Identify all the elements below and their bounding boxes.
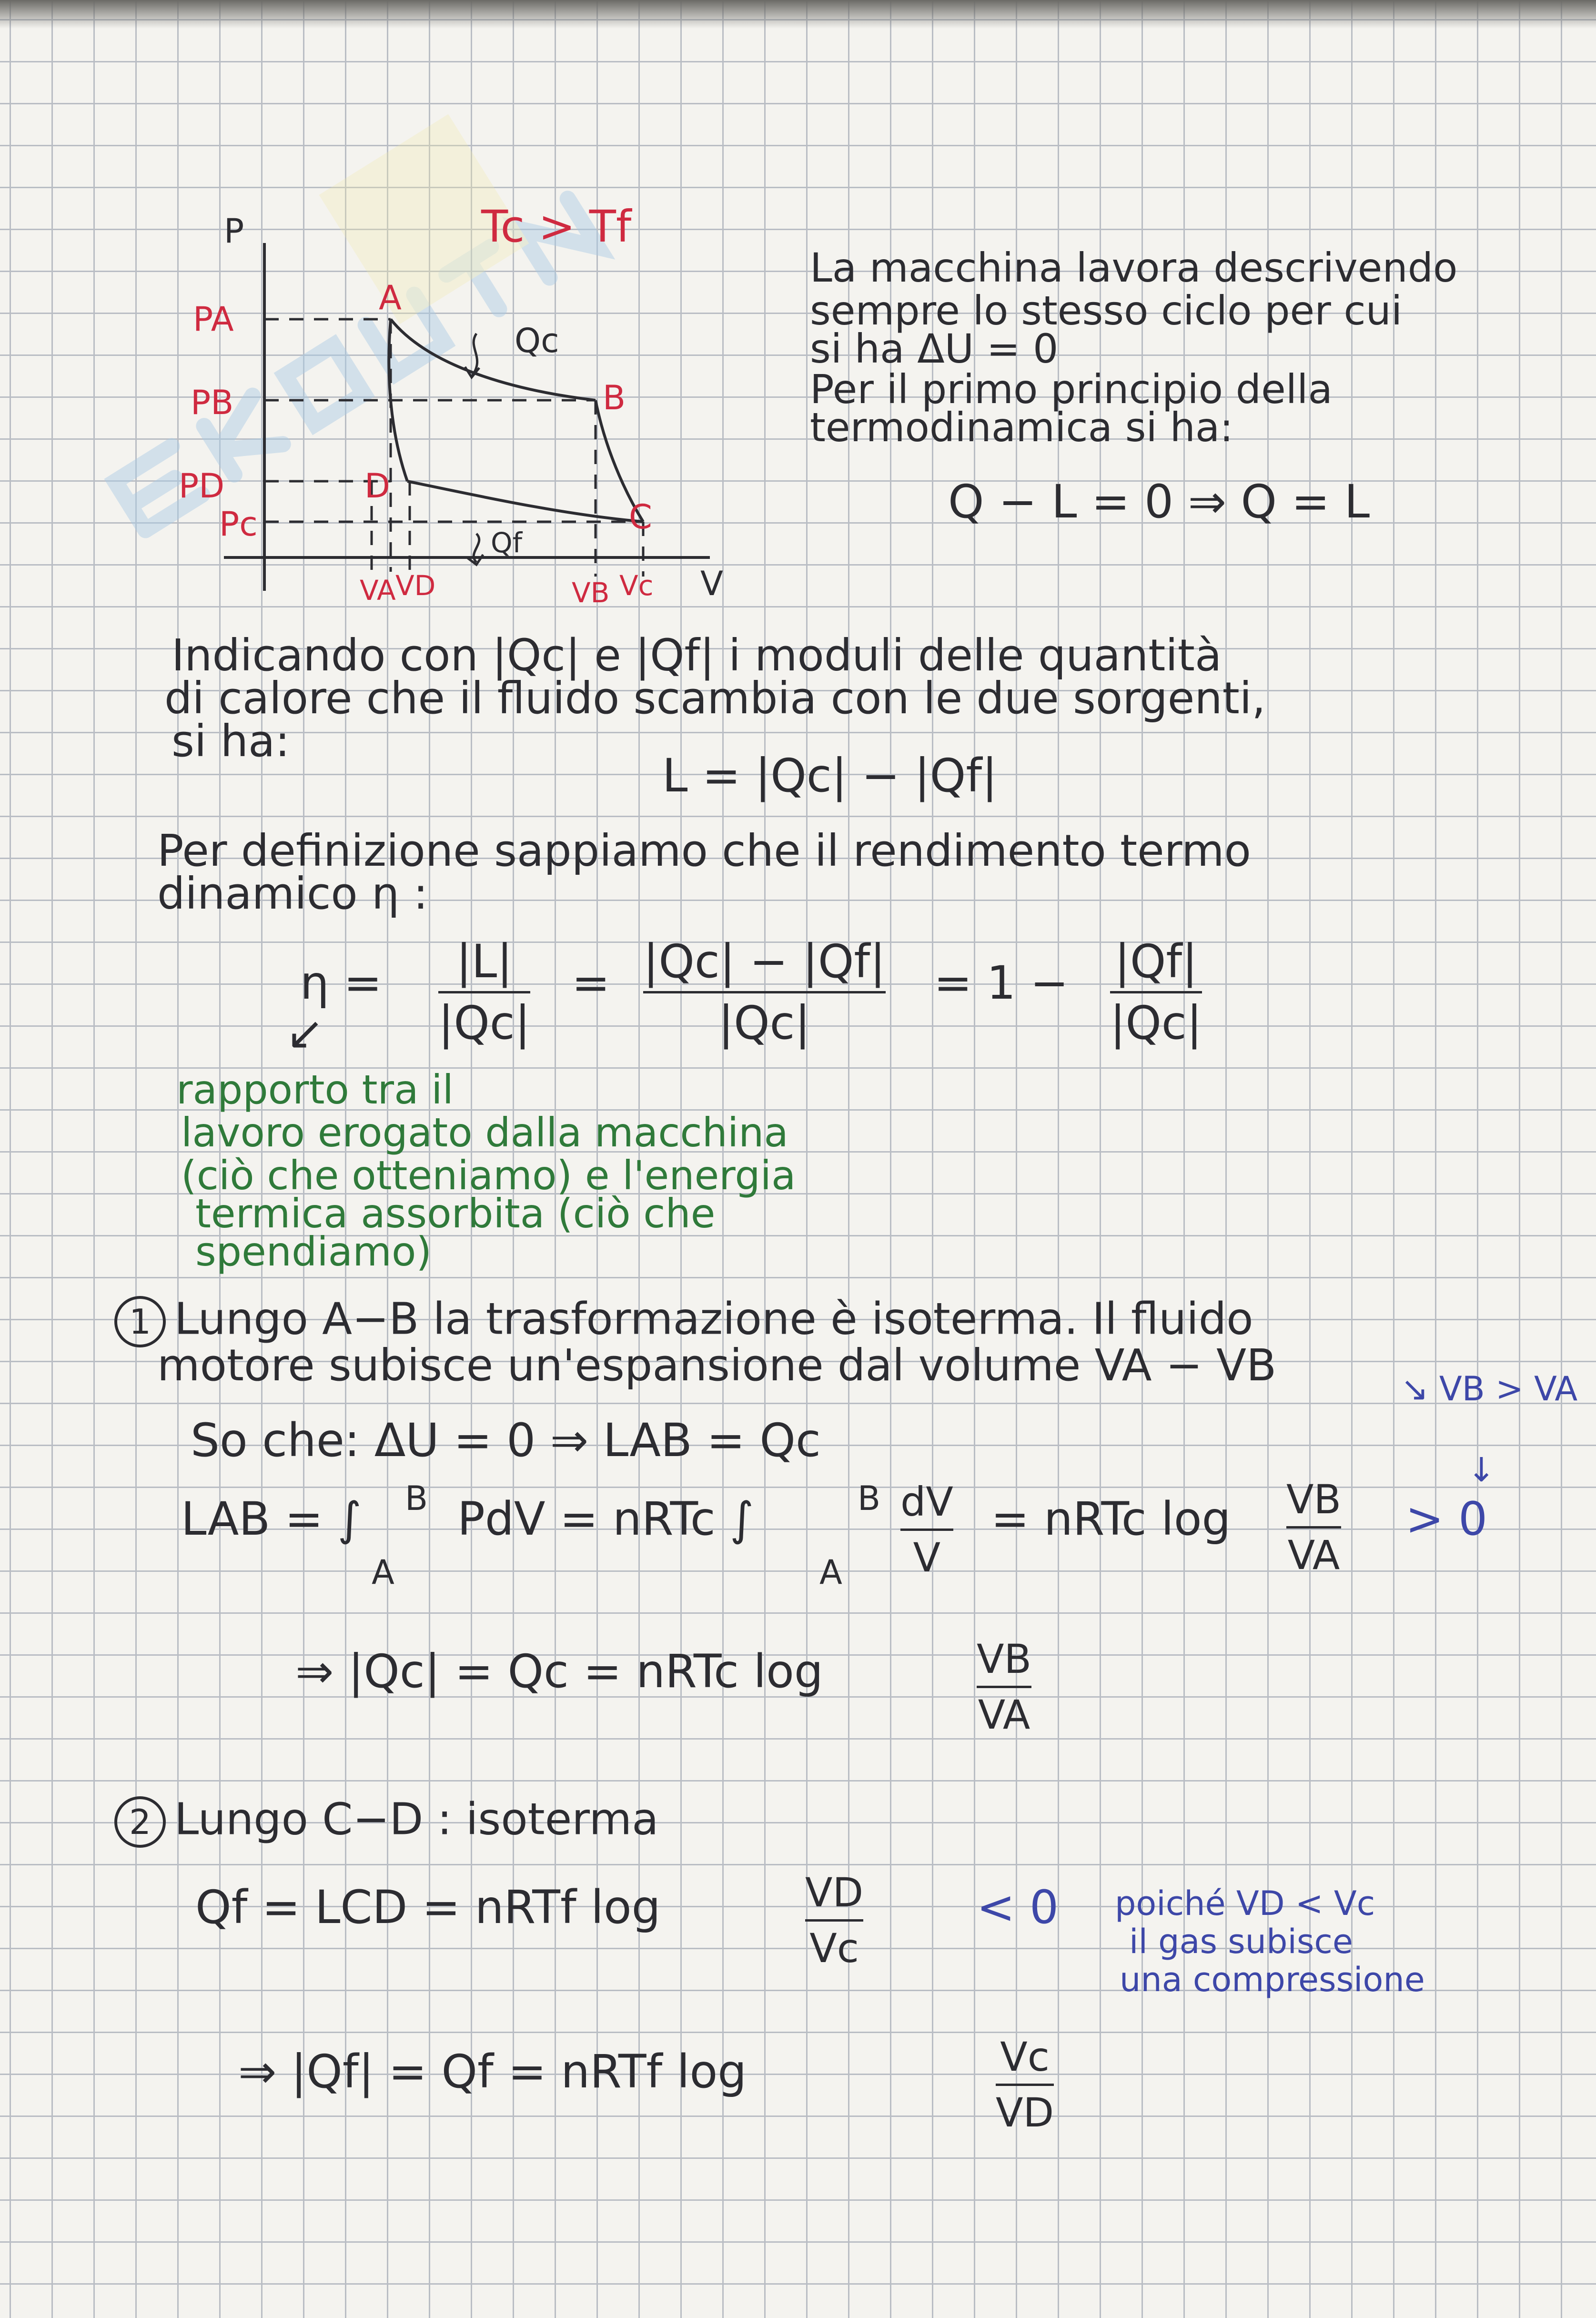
note-line-2: lavoro erogato dalla macchina <box>181 1109 788 1156</box>
fraction-1-numerator: |L| <box>456 935 513 988</box>
axis-v-label: V <box>700 564 723 603</box>
qc-result-fraction <box>977 1636 1032 1738</box>
diagram-title: Tc > Tf <box>481 201 632 252</box>
intro-line-1: La macchina lavora descrivendo <box>810 244 1458 291</box>
efficiency-fraction-3 <box>1110 935 1202 1050</box>
pressure-pd: PD <box>179 466 225 506</box>
step-2-number: 2 <box>114 1796 166 1848</box>
step-2-note-2: il gas subisce <box>1129 1922 1353 1961</box>
eta-symbol: η = <box>300 956 382 1010</box>
lab-upper-limit-2: B <box>858 1479 881 1518</box>
page-top-shadow <box>0 0 1596 29</box>
pv-diagram <box>181 224 743 634</box>
vc-numerator: Vc <box>1000 2034 1050 2080</box>
eta-arrow: ↙ <box>286 1006 324 1060</box>
fraction-2-denominator: |Qc| <box>718 996 810 1050</box>
fraction-2-numerator: |Qc| − |Qf| <box>643 935 886 988</box>
axis-p-label: P <box>224 212 244 251</box>
step-1-side-note: ↘ VB > VA <box>1401 1369 1578 1408</box>
step-2-note-3: una compressione <box>1120 1960 1425 1999</box>
rendimento-line-1: Per definizione sappiamo che il rendimento termo <box>157 825 1251 876</box>
step-2-note-1: poiché VD < Vc <box>1115 1884 1375 1923</box>
volume-vc: Vc <box>619 569 654 602</box>
step-2-text: Lungo C−D : isoterma <box>174 1793 659 1845</box>
pressure-pb: PB <box>191 383 234 422</box>
vb-numerator: VB <box>1286 1476 1342 1523</box>
v-denominator: V <box>913 1534 941 1581</box>
lab-log-part: = nRTc log <box>991 1492 1231 1546</box>
fraction-3-numerator: |Qf| <box>1114 935 1198 988</box>
point-a: A <box>379 278 402 317</box>
volume-va: VA <box>360 574 396 607</box>
vd-denominator: VD <box>996 2089 1054 2136</box>
dv-numerator: dV <box>900 1478 953 1525</box>
step-1-line-2: motore subisce un'espansione dal volume VA − VB <box>157 1340 1277 1391</box>
va-denominator: VA <box>1287 1532 1340 1579</box>
efficiency-fraction-1 <box>438 935 531 1050</box>
intro-line-5: termodinamica si ha: <box>810 404 1233 451</box>
point-d: D <box>364 466 390 506</box>
isotherm-cd <box>407 481 643 522</box>
lab-lower-limit-2: A <box>819 1553 842 1592</box>
qf-result: ⇒ |Qf| = Qf = nRTf log <box>238 2045 747 2098</box>
intro-equation: Q − L = 0 ⇒ Q = L <box>948 475 1370 528</box>
heat-qf-label: Qf <box>491 526 523 559</box>
pressure-pa: PA <box>193 300 234 339</box>
note-line-4: termica assorbita (ciò che <box>195 1190 716 1237</box>
greater-than-zero: > 0 <box>1405 1492 1488 1546</box>
heat-qc-label: Qc <box>515 321 559 360</box>
rendimento-line-2: dinamico η : <box>157 868 428 919</box>
volume-vb: VB <box>572 577 610 609</box>
vb-over-va-fraction <box>1286 1476 1342 1579</box>
vc-over-vd-fraction <box>996 2034 1054 2136</box>
vd-over-vc-fraction <box>805 1869 864 1972</box>
intro-line-4: Per il primo principio della <box>810 366 1333 413</box>
fraction-3-denominator: |Qc| <box>1110 996 1202 1050</box>
step-1-side-arrow: ↓ <box>1467 1450 1495 1489</box>
note-line-1: rapporto tra il <box>176 1066 454 1113</box>
step-1-eq-1: So che: ΔU = 0 ⇒ LAB = Qc <box>191 1414 821 1467</box>
efficiency-fraction-2 <box>643 935 886 1050</box>
less-than-zero: < 0 <box>977 1881 1059 1934</box>
step-1-number: 1 <box>114 1296 166 1347</box>
note-line-5: spendiamo) <box>195 1228 432 1275</box>
lab-upper-limit: B <box>405 1479 428 1518</box>
vd-numerator: VD <box>805 1869 864 1916</box>
isotherm-ab <box>391 319 596 400</box>
eta-equals-2: = <box>572 956 610 1010</box>
dv-over-v-fraction <box>900 1478 953 1581</box>
pressure-pc: Pc <box>219 505 258 544</box>
moduli-line-3: si ha: <box>172 716 290 767</box>
point-c: C <box>629 497 652 536</box>
point-b: B <box>603 378 626 417</box>
qc-result: ⇒ |Qc| = Qc = nRTc log <box>295 1645 823 1698</box>
fraction-1-denominator: |Qc| <box>438 996 531 1050</box>
lab-integral-mid: PdV = nRTc ∫ <box>457 1492 754 1546</box>
moduli-line-2: di calore che il fluido scambia con le due sorgenti, <box>164 673 1266 724</box>
vc-denominator: Vc <box>809 1925 859 1972</box>
qc-vb-numerator: VB <box>977 1636 1032 1682</box>
qc-va-denominator: VA <box>978 1691 1030 1738</box>
qf-equation: Qf = LCD = nRTf log <box>195 1881 661 1934</box>
eta-equals-3: = 1 − <box>934 956 1069 1010</box>
volume-vd: VD <box>395 569 436 602</box>
work-equation: L = |Qc| − |Qf| <box>662 749 998 802</box>
lab-integral-start: LAB = ∫ <box>181 1492 362 1546</box>
intro-line-3: si ha ΔU = 0 <box>810 325 1059 372</box>
step-2-line-1 <box>114 1793 659 1848</box>
intro-line-2: sempre lo stesso ciclo per cui <box>810 287 1403 334</box>
step-1-text: Lungo A−B la trasformazione è isoterma. Il fluido <box>174 1293 1253 1345</box>
note-line-3: (ciò che otteniamo) e l'energia <box>181 1152 796 1199</box>
moduli-line-1: Indicando con |Qc| e |Qf| i moduli delle quantità <box>172 630 1222 681</box>
lab-lower-limit: A <box>372 1553 394 1592</box>
